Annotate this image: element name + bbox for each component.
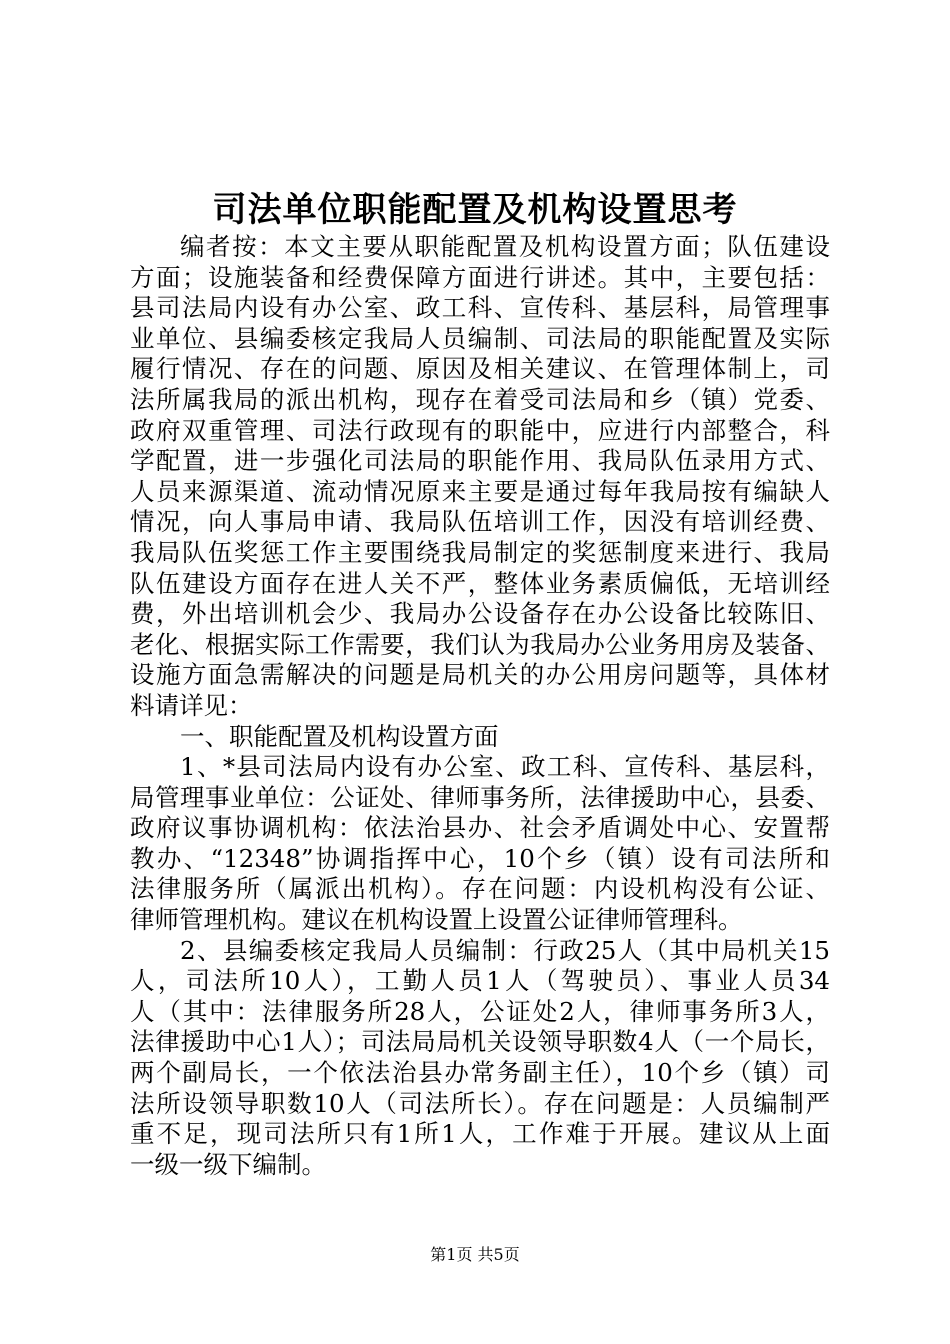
text-line: 我局队伍奖惩工作主要围绕我局制定的奖惩制度来进行、我局 <box>130 537 830 567</box>
text-line: 教办、“12348”协调指挥中心，10个乡（镇）设有司法所和 <box>130 843 830 873</box>
text-line: 法律服务所（属派出机构）。存在问题：内设机构没有公证、 <box>130 874 830 904</box>
paragraph-editor-note <box>130 232 830 722</box>
paragraph-item-2 <box>130 936 830 1181</box>
text-line: 律师管理机构。建议在机构设置上设置公证律师管理科。 <box>130 905 743 935</box>
text-line: 业单位、县编委核定我局人员编制、司法局的职能配置及实际 <box>130 323 830 353</box>
text-line: 料请详见： <box>130 690 253 720</box>
text-line: 法所设领导职数10人（司法所长）。存在问题是：人员编制严 <box>130 1088 830 1118</box>
text-line: 人，司法所10人），工勤人员1人（驾驶员）、事业人员34 <box>130 966 830 996</box>
text-line: 政府议事协调机构：依法治县办、社会矛盾调处中心、安置帮 <box>130 813 830 843</box>
text-line: 政府双重管理、司法行政现有的职能中，应进行内部整合，科 <box>130 415 830 445</box>
text-line: 2、县编委核定我局人员编制：行政25人（其中局机关15 <box>180 935 830 965</box>
text-line: 法律援助中心1人）；司法局局机关设领导职数4人（一个局长， <box>130 1027 830 1057</box>
text-line: 1、*县司法局内设有办公室、政工科、宣传科、基层科， <box>180 752 830 782</box>
text-line: 两个副局长，一个依法治县办常务副主任），10个乡（镇）司 <box>130 1058 830 1088</box>
text-line: 重不足，现司法所只有1所1人，工作难于开展。建议从上面 <box>130 1119 830 1149</box>
text-line: 学配置，进一步强化司法局的职能作用、我局队伍录用方式、 <box>130 446 830 476</box>
text-line: 局管理事业单位：公证处、律师事务所，法律援助中心，县委、 <box>130 782 830 812</box>
document-title: 司法单位职能配置及机构设置思考 <box>212 190 738 230</box>
text-line: 费，外出培训机会少、我局办公设备存在办公设备比较陈旧、 <box>130 599 830 629</box>
text-line: 编者按：本文主要从职能配置及机构设置方面；队伍建设 <box>180 232 830 261</box>
text-line: 队伍建设方面存在进人关不严，整体业务素质偏低，无培训经 <box>130 568 830 598</box>
text-line: 人员来源渠道、流动情况原来主要是通过每年我局按有编缺人 <box>130 476 830 506</box>
text-line: 履行情况、存在的问题、原因及相关建议、在管理体制上，司 <box>130 354 830 384</box>
page-number-footer: 第1页 共5页 <box>430 1245 520 1264</box>
text-line: 人（其中：法律服务所28人，公证处2人，律师事务所3人， <box>130 996 830 1026</box>
text-line: 一级一级下编制。 <box>130 1149 326 1179</box>
text-line: 方面；设施装备和经费保障方面进行讲述。其中，主要包括： <box>130 262 830 292</box>
text-line: 情况，向人事局申请、我局队伍培训工作，因没有培训经费、 <box>130 507 830 537</box>
text-line: 老化、根据实际工作需要，我们认为我局办公业务用房及装备、 <box>130 629 830 659</box>
document-body <box>130 232 830 1180</box>
text-line: 设施方面急需解决的问题是局机关的办公用房问题等，具体材 <box>130 660 830 690</box>
text-line: 一、职能配置及机构设置方面 <box>180 721 499 751</box>
section-heading-1 <box>130 722 830 753</box>
text-line: 法所属我局的派出机构，现存在着受司法局和乡（镇）党委、 <box>130 384 830 414</box>
text-line: 县司法局内设有办公室、政工科、宣传科、基层科，局管理事 <box>130 293 830 323</box>
paragraph-item-1 <box>130 752 830 936</box>
